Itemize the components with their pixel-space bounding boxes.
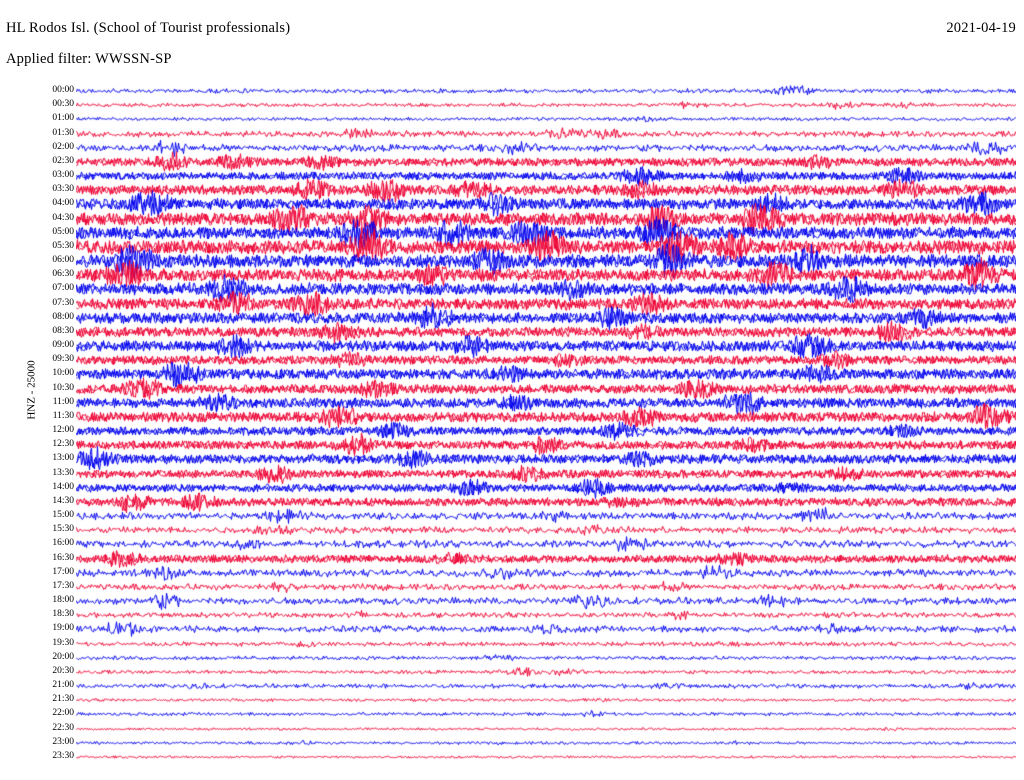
time-tick-label: 05:30 bbox=[52, 240, 74, 251]
station-title: HL Rodos Isl. (School of Tourist professionals) bbox=[6, 20, 291, 36]
time-tick-label: 16:30 bbox=[52, 552, 74, 563]
time-tick-label: 10:00 bbox=[52, 368, 74, 379]
time-tick-label: 15:30 bbox=[52, 524, 74, 535]
time-tick-label: 18:30 bbox=[52, 609, 74, 620]
time-tick-label: 15:00 bbox=[52, 510, 74, 521]
time-tick-label: 06:30 bbox=[52, 269, 74, 280]
time-tick-label: 02:30 bbox=[52, 155, 74, 166]
time-tick-label: 08:30 bbox=[52, 325, 74, 336]
time-tick-label: 09:30 bbox=[52, 354, 74, 365]
time-tick-label: 11:30 bbox=[52, 410, 74, 421]
time-tick-label: 13:00 bbox=[52, 453, 74, 464]
time-tick-label: 21:00 bbox=[52, 680, 74, 691]
time-tick-label: 00:00 bbox=[52, 85, 74, 96]
time-axis-tick-labels bbox=[26, 84, 74, 764]
time-tick-label: 10:30 bbox=[52, 382, 74, 393]
time-tick-label: 02:00 bbox=[52, 141, 74, 152]
trace-row bbox=[76, 737, 1016, 777]
time-tick-label: 22:30 bbox=[52, 722, 74, 733]
time-tick-label: 13:30 bbox=[52, 467, 74, 478]
time-tick-label: 07:00 bbox=[52, 283, 74, 294]
time-tick-label: 06:00 bbox=[52, 255, 74, 266]
time-tick-label: 12:30 bbox=[52, 439, 74, 450]
time-tick-label: 17:30 bbox=[52, 580, 74, 591]
seismogram-plot bbox=[76, 84, 1016, 764]
y-axis-label: HNZ - 25000 bbox=[25, 360, 38, 420]
time-tick-label: 03:00 bbox=[52, 170, 74, 181]
time-tick-label: 22:00 bbox=[52, 708, 74, 719]
time-tick-label: 08:00 bbox=[52, 311, 74, 322]
time-tick-label: 14:00 bbox=[52, 481, 74, 492]
time-tick-label: 09:00 bbox=[52, 340, 74, 351]
time-tick-label: 04:30 bbox=[52, 212, 74, 223]
time-tick-label: 23:00 bbox=[52, 736, 74, 747]
time-tick-label: 16:00 bbox=[52, 538, 74, 549]
time-tick-label: 03:30 bbox=[52, 184, 74, 195]
time-tick-label: 17:00 bbox=[52, 566, 74, 577]
time-tick-label: 00:30 bbox=[52, 99, 74, 110]
time-tick-label: 18:00 bbox=[52, 595, 74, 606]
time-tick-label: 19:30 bbox=[52, 637, 74, 648]
time-tick-label: 01:30 bbox=[52, 127, 74, 138]
record-date: 2021-04-19 bbox=[946, 20, 1016, 36]
time-tick-label: 14:30 bbox=[52, 495, 74, 506]
applied-filter-label: Applied filter: WWSSN-SP bbox=[6, 51, 172, 67]
time-tick-label: 20:00 bbox=[52, 651, 74, 662]
time-tick-label: 01:00 bbox=[52, 113, 74, 124]
time-tick-label: 23:30 bbox=[52, 750, 74, 761]
time-tick-label: 21:30 bbox=[52, 694, 74, 705]
time-tick-label: 07:30 bbox=[52, 297, 74, 308]
time-tick-label: 12:00 bbox=[52, 425, 74, 436]
time-tick-label: 05:00 bbox=[52, 226, 74, 237]
time-tick-label: 11:00 bbox=[52, 396, 74, 407]
time-tick-label: 04:00 bbox=[52, 198, 74, 209]
time-tick-label: 20:30 bbox=[52, 665, 74, 676]
time-tick-label: 19:00 bbox=[52, 623, 74, 634]
